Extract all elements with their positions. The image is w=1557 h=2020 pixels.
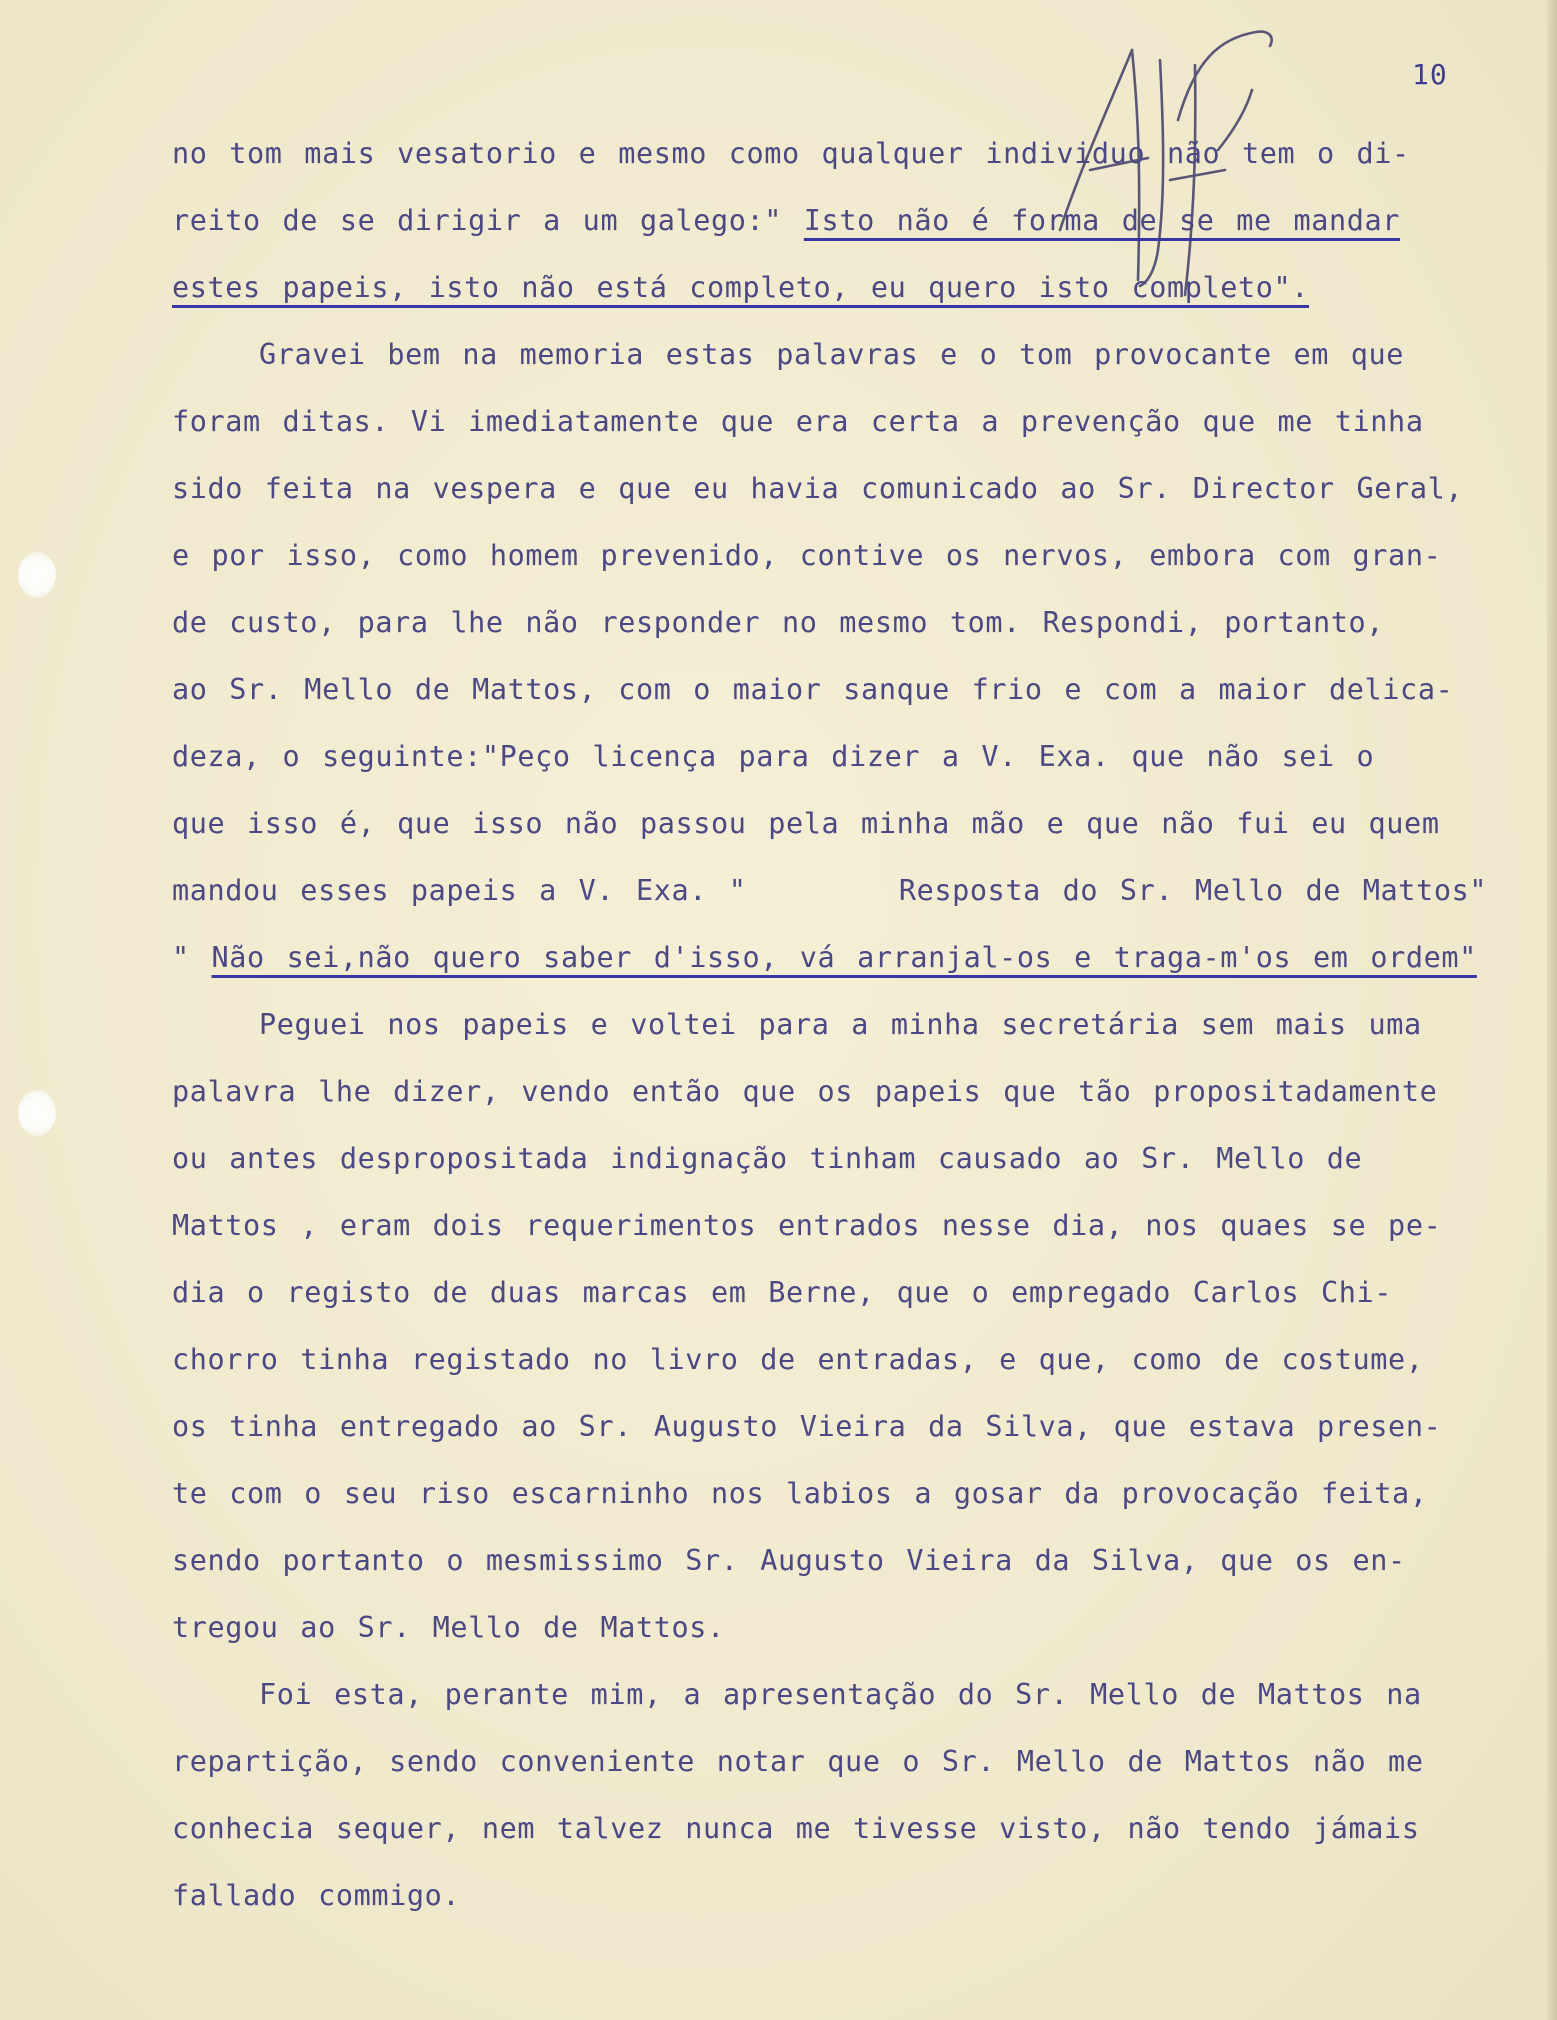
text-line: dia o registo de duas marcas em Berne, que o empregado Carlos Chi- bbox=[172, 1276, 1393, 1309]
text-line: chorro tinha registado no livro de entradas, e que, como de costume, bbox=[172, 1343, 1424, 1376]
text-line: te com o seu riso escarninho nos labios a gosar da provocação feita, bbox=[172, 1477, 1428, 1510]
text-line: Mattos , eram dois requerimentos entrados nesse dia, nos quaes se pe- bbox=[172, 1209, 1442, 1242]
text-line: e por isso, como homem prevenido, contive os nervos, embora com gran- bbox=[172, 539, 1442, 572]
text-line: foram ditas. Vi imediatamente que era certa a prevenção que me tinha bbox=[172, 405, 1424, 438]
text-line bbox=[172, 265, 1532, 332]
text-line: que isso é, que isso não passou pela minha mão e que não fui eu quem bbox=[172, 807, 1440, 840]
punch-hole bbox=[18, 1090, 56, 1136]
page-edge bbox=[1547, 0, 1557, 2020]
text-line: sendo portanto o mesmissimo Sr. Augusto Vieira da Silva, que os en- bbox=[172, 1544, 1406, 1577]
text-line bbox=[172, 198, 1532, 265]
typed-letter-body bbox=[172, 131, 1532, 1940]
text-line: repartição, sendo conveniente notar que o Sr. Mello de Mattos não me bbox=[172, 1745, 1424, 1778]
punch-hole bbox=[18, 552, 56, 598]
text-line: de custo, para lhe não responder no mesmo tom. Respondi, portanto, bbox=[172, 606, 1385, 639]
text-line: ou antes despropositada indignação tinham causado ao Sr. Mello de bbox=[172, 1142, 1363, 1175]
text-line: mandou esses papeis a V. Exa. " Resposta do Sr. Mello de Mattos" bbox=[172, 874, 1488, 907]
text-line: Peguei nos papeis e voltei para a minha secretária sem mais uma bbox=[172, 1008, 1422, 1041]
text-line: Gravei bem na memoria estas palavras e o tom provocante em que bbox=[172, 338, 1405, 371]
text-line bbox=[172, 935, 1532, 1002]
text-line-plain: " bbox=[172, 941, 212, 974]
text-line: Foi esta, perante mim, a apresentação do Sr. Mello de Mattos na bbox=[172, 1678, 1422, 1711]
page-number: 10 bbox=[1412, 58, 1448, 91]
text-line: tregou ao Sr. Mello de Mattos. bbox=[172, 1611, 725, 1644]
text-line: deza, o seguinte:"Peço licença para dizer a V. Exa. que não sei o bbox=[172, 740, 1375, 773]
text-line: os tinha entregado ao Sr. Augusto Vieira da Silva, que estava presen- bbox=[172, 1410, 1442, 1443]
text-line: sido feita na vespera e que eu havia comunicado ao Sr. Director Geral, bbox=[172, 472, 1464, 505]
text-line: conhecia sequer, nem talvez nunca me tivesse visto, não tendo jámais bbox=[172, 1812, 1420, 1845]
text-line-plain: reito de se dirigir a um galego:" bbox=[172, 204, 804, 237]
text-line-underlined: Isto não é forma de se me mandar bbox=[803, 204, 1401, 237]
text-line-underlined: Não sei,não quero saber d'isso, vá arranjal-os e traga-m'os em ordem" bbox=[211, 941, 1477, 974]
text-line: no tom mais vesatorio e mesmo como qualquer individuo não tem o di- bbox=[172, 137, 1410, 170]
text-line-underlined: estes papeis, isto não está completo, eu quero isto completo". bbox=[172, 271, 1310, 304]
text-line: ao Sr. Mello de Mattos, com o maior sanque frio e com a maior delica- bbox=[172, 673, 1454, 706]
text-line: palavra lhe dizer, vendo então que os papeis que tão propositadamente bbox=[172, 1075, 1438, 1108]
text-line: fallado commigo. bbox=[172, 1879, 461, 1912]
